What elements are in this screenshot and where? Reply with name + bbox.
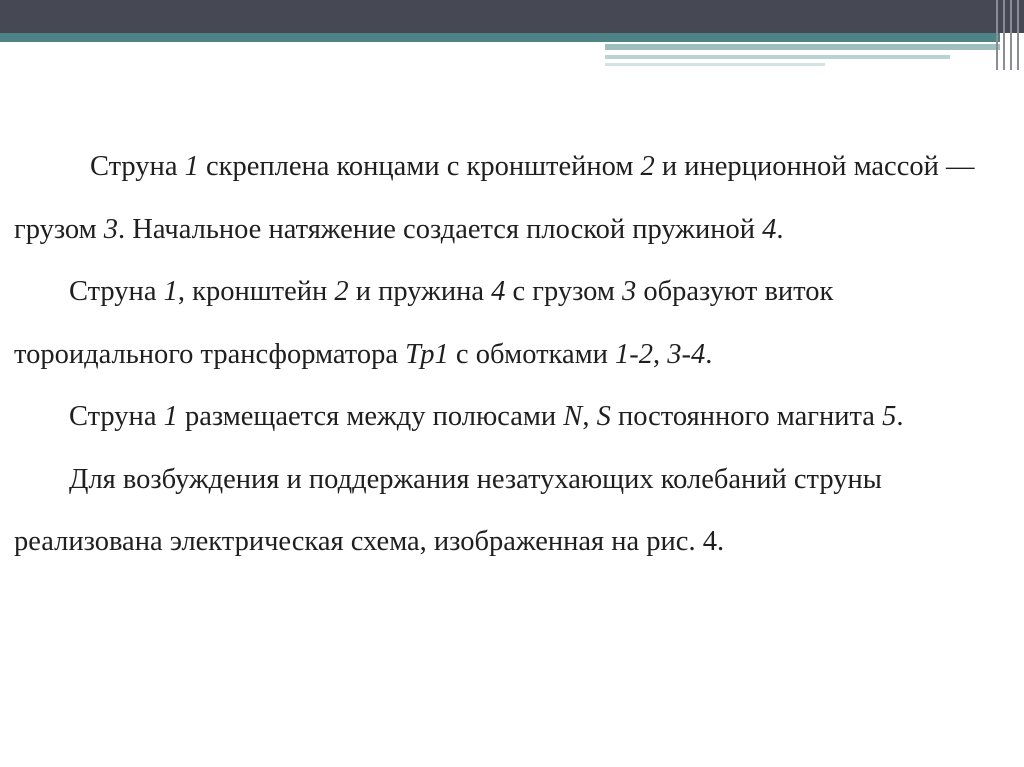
segment: .: [896, 401, 904, 432]
segment: и пружина: [348, 276, 492, 307]
segment: образуют виток тороидального трансформатора: [14, 276, 834, 370]
paragraph-4: [14, 449, 1004, 574]
segment: 1: [163, 276, 178, 307]
header-stripe-light: [605, 44, 1000, 50]
segment: 1: [184, 151, 199, 182]
segment: Струна: [69, 276, 164, 307]
segment: 3: [622, 276, 637, 307]
header-stripe-light: [605, 63, 825, 66]
segment: 2: [334, 276, 349, 307]
segment: .: [705, 338, 713, 370]
segment: S: [596, 401, 611, 432]
segment: 1-2: [615, 338, 654, 370]
segment: . Начальное натяжение создается плоской пружиной: [118, 213, 763, 245]
paragraph-2: [14, 261, 1004, 386]
segment: Для возбуждения и поддержания незатухающих колебаний струны реализована электрическая схема, изображенная на рис. 4.: [14, 463, 882, 557]
segment: N: [563, 401, 583, 432]
segment: 4: [491, 276, 506, 307]
edge-line: [1017, 0, 1019, 70]
segment: 2: [640, 151, 655, 182]
header-stripe-light: [605, 55, 950, 59]
segment: ,: [653, 338, 668, 370]
segment: Струна: [69, 401, 164, 432]
edge-line: [1003, 0, 1005, 70]
segment: 5: [882, 401, 897, 432]
segment: .: [776, 213, 784, 245]
edge-line: [1010, 0, 1012, 70]
segment: 1: [163, 401, 178, 432]
header-stripe-teal: [0, 33, 1000, 42]
slide-body: [14, 136, 1004, 574]
segment: ,: [582, 401, 597, 432]
paragraph-1: [14, 136, 1004, 261]
segment: и инерционной массой — грузом: [14, 151, 975, 245]
segment: Струна: [90, 151, 185, 182]
segment: 4: [762, 213, 777, 245]
segment: Тр1: [405, 338, 449, 370]
segment: 3: [103, 213, 119, 245]
segment: с грузом: [505, 276, 623, 307]
header-bar: [0, 0, 1024, 33]
segment: скреплена концами с кронштейном: [198, 151, 641, 182]
segment: размещается между полюсами: [177, 401, 564, 432]
segment: 3-4: [667, 338, 706, 370]
paragraph-3: [14, 386, 1004, 449]
edge-line: [996, 0, 998, 70]
segment: постоянного магнита: [610, 401, 883, 432]
segment: , кронштейн: [177, 276, 335, 307]
segment: с обмотками: [448, 338, 616, 370]
